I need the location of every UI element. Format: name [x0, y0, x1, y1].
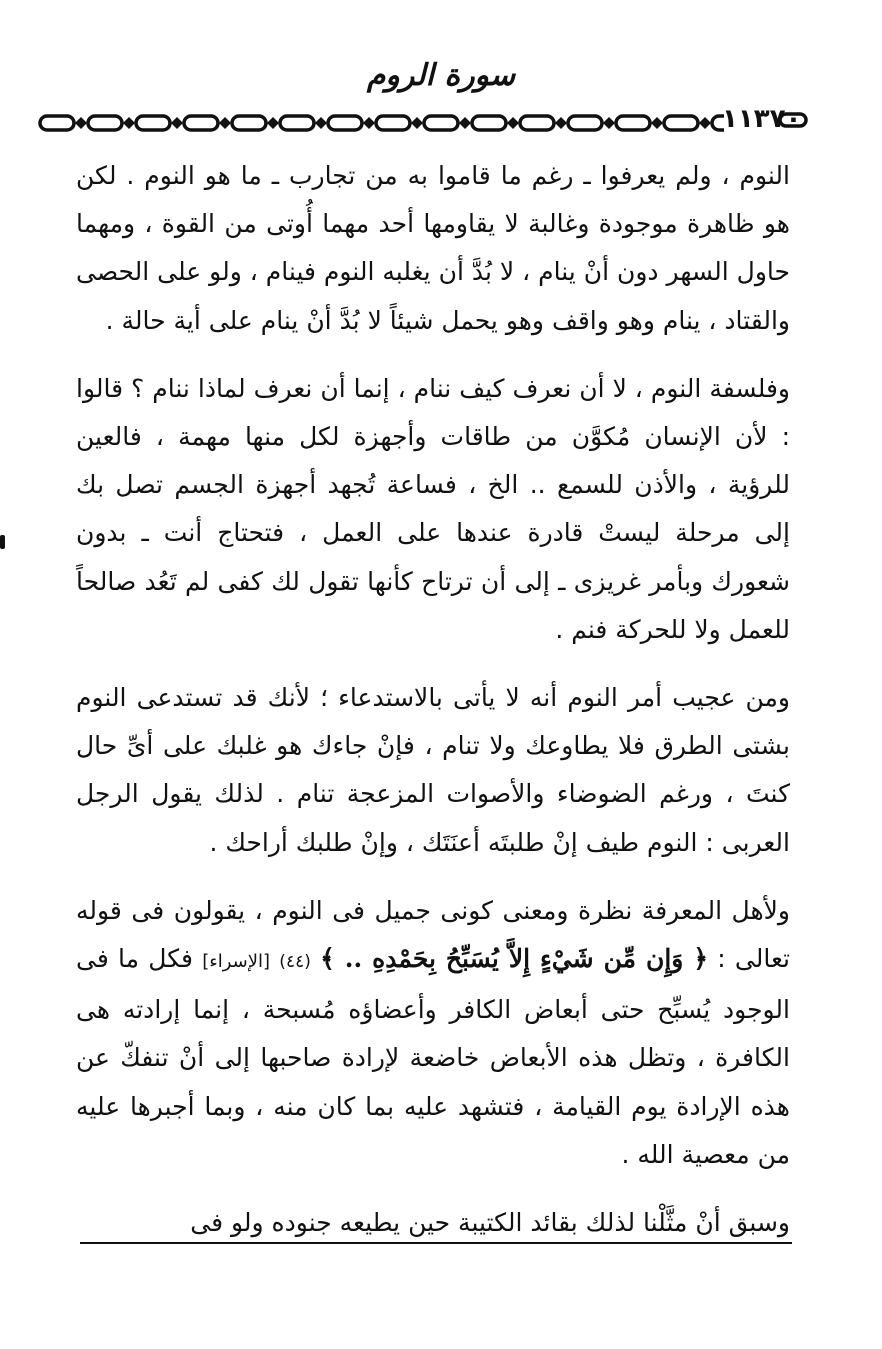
text-fragment: فكل — [148, 944, 193, 974]
text-line: الرجل العربى : النوم طيف إنْ طلبتَه أعنَتَك ، وإنْ طلبك أراحك . — [76, 779, 790, 857]
paragraph — [76, 365, 790, 654]
page-number: ١١٣٧٠ — [722, 104, 802, 134]
paragraph — [76, 674, 790, 867]
text-line: ينام على أية حالة . — [105, 305, 299, 335]
text-line: ومن عجيب أمر النوم أنه لا يأتى بالاستدعاء ؛ لأنك قد تستدعى — [136, 683, 790, 713]
text-line: إرادته هى الكافرة ، وتظل هذه الأبعاض خاضعة لإرادة صاحبها إلى — [76, 995, 790, 1073]
text-line: النوم بشتى الطرق فلا يطاوعك ولا تنام ، فإنْ جاءك هو غلبك على — [76, 683, 790, 761]
header-ornament-chain — [34, 106, 724, 140]
text-line: النوم ، ولم يعرفوا ـ رغم ما قاموا به من تجارب ـ ما هو النوم . — [126, 161, 790, 190]
text-line: ومهما حاول السهر دون أنْ ينام ، لا بُدَّ أن يغلبه النوم فينام ، — [76, 209, 790, 287]
verse-intro: قوله تعالى : — [76, 895, 791, 974]
text-line: ولأهل المعرفة نظرة ومعنى كونى جميل فى النوم ، يقولون فى — [131, 895, 790, 925]
quran-verse: ﴿ وَإِن مِّن شَيْءٍ إِلاَّ يُسَبِّحُ بِحَمْدِهِ .. ﴾ — [320, 944, 709, 974]
body-text — [76, 152, 790, 1247]
text-line: فالعين للرؤية ، والأذن للسمع .. الخ ، فساعة تُجهد أجهزة الجسم — [76, 422, 790, 500]
text-line: ـ بدون شعورك وبأمر غريزى ـ إلى أن ترتاح كأنها تقول لك كفى — [76, 518, 790, 596]
text-line: لم تَعُد صالحاً للعمل ولا للحركة فنم . — [76, 566, 790, 644]
text-line: وفلسفة النوم ، لا أن نعرف كيف ننام ، إنما أن نعرف لماذا — [197, 373, 791, 403]
text-line: أنْ تنفكّ عن هذه الإرادة يوم القيامة ، فتشهد عليه بما كان منه ، — [76, 1043, 790, 1121]
text-line: لكن هو ظاهرة موجودة وغالبة لا يقاومها أحد مهما أُوتى من القوة ، — [76, 161, 790, 239]
paragraph — [76, 887, 790, 1179]
paragraph — [76, 152, 790, 345]
text-line: ما فى الوجود يُسبِّح حتى أبعاض الكافر وأعضاؤه مُسبحة ، إنما — [76, 944, 790, 1025]
surah-reference: [الإسراء] — [202, 951, 271, 973]
text-line: ولو على الحصى والقتاد ، ينام وهو واقف وهو يحمل شيئاً لا بُدَّ أنْ — [76, 257, 790, 335]
footer-rule — [80, 1242, 792, 1244]
text-line: تصل بك إلى مرحلة ليستْ قادرة عندها على العمل ، فتحتاج أنت — [76, 470, 790, 548]
text-line: ننام ؟ قالوا : لأن الإنسان مُكوَّن من طاقات وأجهزة لكل منها مهمة ، — [76, 373, 790, 452]
verse-number: (٤٤) — [279, 952, 311, 973]
paragraph — [76, 1199, 790, 1247]
text-line: وسبق أنْ مثَّلْنا لذلك بقائد الكتيبة حين يطيعه جنوده ولو فى — [190, 1208, 790, 1238]
text-line: أىِّ حال كنتَ ، ورغم الضوضاء والأصوات المزعجة تنام . لذلك يقول — [76, 731, 790, 809]
surah-title: سورة الروم — [366, 58, 516, 93]
text-line: وبما أجبرها عليه من معصية الله . — [76, 1091, 790, 1169]
page-edge-mark — [0, 535, 5, 549]
